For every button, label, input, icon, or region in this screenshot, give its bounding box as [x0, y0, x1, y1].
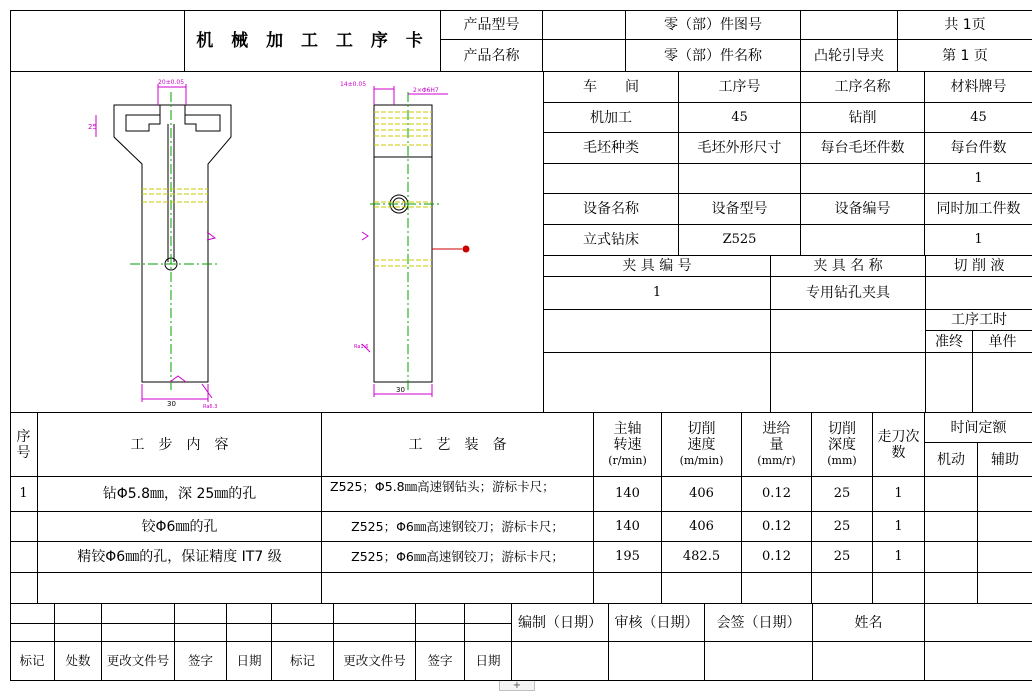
footer-count: 处数	[55, 642, 102, 681]
row1-seq[interactable]: 1	[10, 477, 38, 512]
side-view	[374, 105, 432, 382]
row1-feed[interactable]: 0.12	[742, 477, 812, 512]
pieces-per-unit-label: 每台件数	[925, 133, 1032, 164]
dim-hole-spec: 2×Φ6H7	[413, 87, 439, 94]
footer-cell[interactable]	[175, 624, 227, 642]
fixture-name-value[interactable]: 专用钻孔夹具	[771, 277, 926, 310]
footer-cell[interactable]	[175, 604, 227, 624]
compiled-date-label: 编制（日期）	[512, 604, 609, 642]
compiled-date-value[interactable]	[512, 642, 609, 681]
dim-side-note: Ra1.6	[354, 344, 369, 350]
blanks-per-unit-label: 每台毛坯件数	[801, 133, 925, 164]
side-view-dims	[362, 86, 448, 397]
row3-spindle[interactable]: 195	[594, 542, 662, 573]
footer-cell[interactable]	[10, 624, 55, 642]
product-name-label: 产品名称	[441, 40, 543, 72]
row1-depth[interactable]: 25	[812, 477, 873, 512]
footer-cell[interactable]	[10, 604, 55, 624]
equip-name-value[interactable]: 立式钻床	[544, 225, 679, 256]
col-depth-header	[812, 413, 873, 477]
front-view-centerlines	[130, 92, 220, 392]
equip-model-label: 设备型号	[679, 194, 801, 225]
col-equipment-header: 工 艺 装 备	[322, 413, 594, 477]
dim-bottom-width-front: 30	[167, 400, 176, 408]
coolant-value[interactable]	[926, 277, 1032, 310]
reviewed-date-label: 审核（日期）	[609, 604, 705, 642]
row1-machine-time[interactable]	[925, 477, 978, 512]
op-name-value[interactable]: 钻削	[801, 103, 925, 133]
footer-mark-1: 标记	[10, 642, 55, 681]
row4-seq[interactable]	[10, 573, 38, 604]
row3-aux-time[interactable]	[978, 542, 1032, 573]
footer-sign-1: 签字	[175, 642, 227, 681]
row1-aux-time[interactable]	[978, 477, 1032, 512]
dim-top-width: 20±0.05	[158, 79, 185, 86]
header-blank-cell	[10, 10, 185, 72]
footer-date-1: 日期	[227, 642, 272, 681]
row3-speed[interactable]: 482.5	[662, 542, 742, 573]
fixture-no-label: 夹 具 编 号	[544, 256, 771, 277]
footer-cell[interactable]	[416, 624, 465, 642]
footer-cell[interactable]	[272, 624, 334, 642]
row4-aux-time[interactable]	[978, 573, 1032, 604]
material-value[interactable]: 45	[925, 103, 1032, 133]
part-name-label: 零（部）件名称	[626, 40, 801, 72]
front-view-hatch	[142, 189, 208, 202]
row1-passes[interactable]: 1	[873, 477, 925, 512]
countersigned-date-label: 会签（日期）	[705, 604, 813, 642]
row2-aux-time[interactable]	[978, 512, 1032, 542]
row2-spindle[interactable]: 140	[594, 512, 662, 542]
row3-seq[interactable]	[10, 542, 38, 573]
row3-depth[interactable]: 25	[812, 542, 873, 573]
row2-depth[interactable]: 25	[812, 512, 873, 542]
add-sheet-button[interactable]: +	[499, 681, 535, 691]
row2-feed[interactable]: 0.12	[742, 512, 812, 542]
footer-cell[interactable]	[416, 604, 465, 624]
dim-left-height: 25	[88, 123, 97, 131]
footer-cell[interactable]	[465, 604, 512, 624]
row2-equipment[interactable]: Z525；Φ6㎜高速钢铰刀；游标卡尺；	[322, 512, 594, 542]
footer-mark-2: 标记	[272, 642, 334, 681]
fixture-name-label: 夹 具 名 称	[771, 256, 926, 277]
row3-machine-time[interactable]	[925, 542, 978, 573]
equip-name-label: 设备名称	[544, 194, 679, 225]
row3-equipment[interactable]: Z525；Φ6㎜高速钢铰刀；游标卡尺；	[322, 542, 594, 573]
approval-blank[interactable]	[925, 604, 1032, 642]
footer-cell[interactable]	[55, 604, 102, 624]
row1-spindle[interactable]: 140	[594, 477, 662, 512]
row4-spindle[interactable]	[594, 573, 662, 604]
row2-machine-time[interactable]	[925, 512, 978, 542]
col-speed-unit: (m/min)	[679, 453, 724, 467]
clamp-marker	[432, 246, 469, 252]
workshop-label: 车 间	[544, 72, 679, 103]
row2-speed[interactable]: 406	[662, 512, 742, 542]
op-no-value[interactable]: 45	[679, 103, 801, 133]
blanks-per-unit-value[interactable]	[801, 164, 925, 194]
col-spindle-unit: (r/min)	[608, 453, 647, 467]
col-spindle-label: 主轴转速	[613, 420, 642, 453]
simultaneous-label: 同时加工件数	[925, 194, 1032, 225]
blank-type-label: 毛坯种类	[544, 133, 679, 164]
part-drawing-no-value[interactable]	[801, 10, 898, 40]
footer-cell[interactable]	[334, 624, 416, 642]
row4-depth[interactable]	[812, 573, 873, 604]
footer-cell[interactable]	[272, 604, 334, 624]
reviewed-date-value[interactable]	[609, 642, 705, 681]
col-time-quota-header: 时间定额	[925, 413, 1032, 443]
equip-no-label: 设备编号	[801, 194, 925, 225]
dim-bottom-width-side: 30	[396, 386, 405, 394]
col-speed-header	[662, 413, 742, 477]
footer-cell[interactable]	[334, 604, 416, 624]
front-view	[114, 105, 231, 382]
workshop-value[interactable]: 机加工	[544, 103, 679, 133]
name-label: 姓名	[813, 604, 925, 642]
equip-model-value[interactable]: Z525	[679, 225, 801, 256]
op-time-label: 工序工时	[926, 310, 1032, 331]
countersigned-date-value[interactable]	[705, 642, 813, 681]
footer-cell[interactable]	[102, 624, 175, 642]
dim-side-width: 14±0.05	[340, 81, 367, 88]
op-name-label: 工序名称	[801, 72, 925, 103]
material-label: 材料牌号	[925, 72, 1032, 103]
prep-time-label: 准终	[926, 331, 973, 353]
blank-size-label: 毛坯外形尺寸	[679, 133, 801, 164]
row1-equipment[interactable]: Z525；Φ5.8㎜高速钢钻头；游标卡尺；	[322, 477, 594, 512]
blank-size-value[interactable]	[679, 164, 801, 194]
page-number: 第 1 页	[898, 40, 1032, 72]
col-aux-time-header: 辅助	[978, 443, 1032, 477]
pieces-per-unit-value[interactable]: 1	[925, 164, 1032, 194]
footer-cell[interactable]	[55, 624, 102, 642]
row4-machine-time[interactable]	[925, 573, 978, 604]
row4-content[interactable]	[38, 573, 322, 604]
card-title: 机 械 加 工 工 序 卡	[185, 10, 441, 72]
dim-corner-note: Ra6.3	[203, 404, 218, 410]
col-depth-unit: (mm)	[827, 453, 857, 467]
row4-speed[interactable]	[662, 573, 742, 604]
footer-cell[interactable]	[102, 604, 175, 624]
name-value[interactable]	[813, 642, 925, 681]
info-blank-3	[544, 353, 771, 413]
row1-content[interactable]: 钻Φ5.8㎜，深 25㎜的孔	[38, 477, 322, 512]
equip-no-value[interactable]	[801, 225, 925, 256]
col-spindle-header	[594, 413, 662, 477]
info-blank-2	[771, 310, 926, 353]
info-blank-1	[544, 310, 771, 353]
row4-feed[interactable]	[742, 573, 812, 604]
product-name-value[interactable]	[543, 40, 626, 72]
approval-blank-2[interactable]	[925, 642, 1032, 681]
coolant-label: 切 削 液	[926, 256, 1032, 277]
footer-change-doc-1: 更改文件号	[102, 642, 175, 681]
fixture-no-value[interactable]: 1	[544, 277, 771, 310]
front-view-slot	[126, 115, 160, 131]
col-speed-label: 切削速度	[687, 420, 716, 453]
row3-passes[interactable]: 1	[873, 542, 925, 573]
col-feed-unit: (mm/r)	[757, 453, 796, 467]
side-view-centerlines	[370, 92, 442, 392]
row2-passes[interactable]: 1	[873, 512, 925, 542]
row3-feed[interactable]: 0.12	[742, 542, 812, 573]
footer-change-doc-2: 更改文件号	[334, 642, 416, 681]
row2-content[interactable]: 铰Φ6㎜的孔	[38, 512, 322, 542]
product-model-label: 产品型号	[441, 10, 543, 40]
footer-date-2: 日期	[465, 642, 512, 681]
part-drawing	[10, 72, 544, 413]
front-view-slot-right	[185, 115, 220, 131]
row4-passes[interactable]	[873, 573, 925, 604]
footer-cell[interactable]	[227, 624, 272, 642]
product-model-value[interactable]	[543, 10, 626, 40]
col-seq-header: 序号	[10, 413, 38, 477]
simultaneous-value[interactable]: 1	[925, 225, 1032, 256]
row2-seq[interactable]	[10, 512, 38, 542]
col-passes-header: 走刀次数	[873, 413, 925, 477]
total-pages: 共 1页	[898, 10, 1032, 40]
info-blank-4	[771, 353, 926, 413]
col-machine-time-header: 机动	[925, 443, 978, 477]
side-view-hatch	[374, 112, 432, 266]
unit-time-label: 单件	[973, 331, 1032, 353]
side-view-outline	[374, 105, 432, 382]
row3-content[interactable]: 精铰Φ6㎜的孔，保证精度 IT7 级	[38, 542, 322, 573]
blank-type-value[interactable]	[544, 164, 679, 194]
col-feed-header	[742, 413, 812, 477]
prep-time-value[interactable]	[926, 353, 973, 413]
op-no-label: 工序号	[679, 72, 801, 103]
row1-speed[interactable]: 406	[662, 477, 742, 512]
col-feed-label: 进给量	[762, 420, 791, 453]
col-depth-label: 切削深度	[828, 420, 856, 453]
footer-cell[interactable]	[227, 604, 272, 624]
footer-sign-2: 签字	[416, 642, 465, 681]
part-name-value[interactable]: 凸轮引导夹	[801, 40, 898, 72]
part-drawing-no-label: 零（部）件图号	[626, 10, 801, 40]
front-view-outline	[114, 105, 231, 382]
col-content-header: 工 步 内 容	[38, 413, 322, 477]
row4-equipment[interactable]	[322, 573, 594, 604]
unit-time-value[interactable]	[973, 353, 1032, 413]
footer-cell[interactable]	[465, 624, 512, 642]
